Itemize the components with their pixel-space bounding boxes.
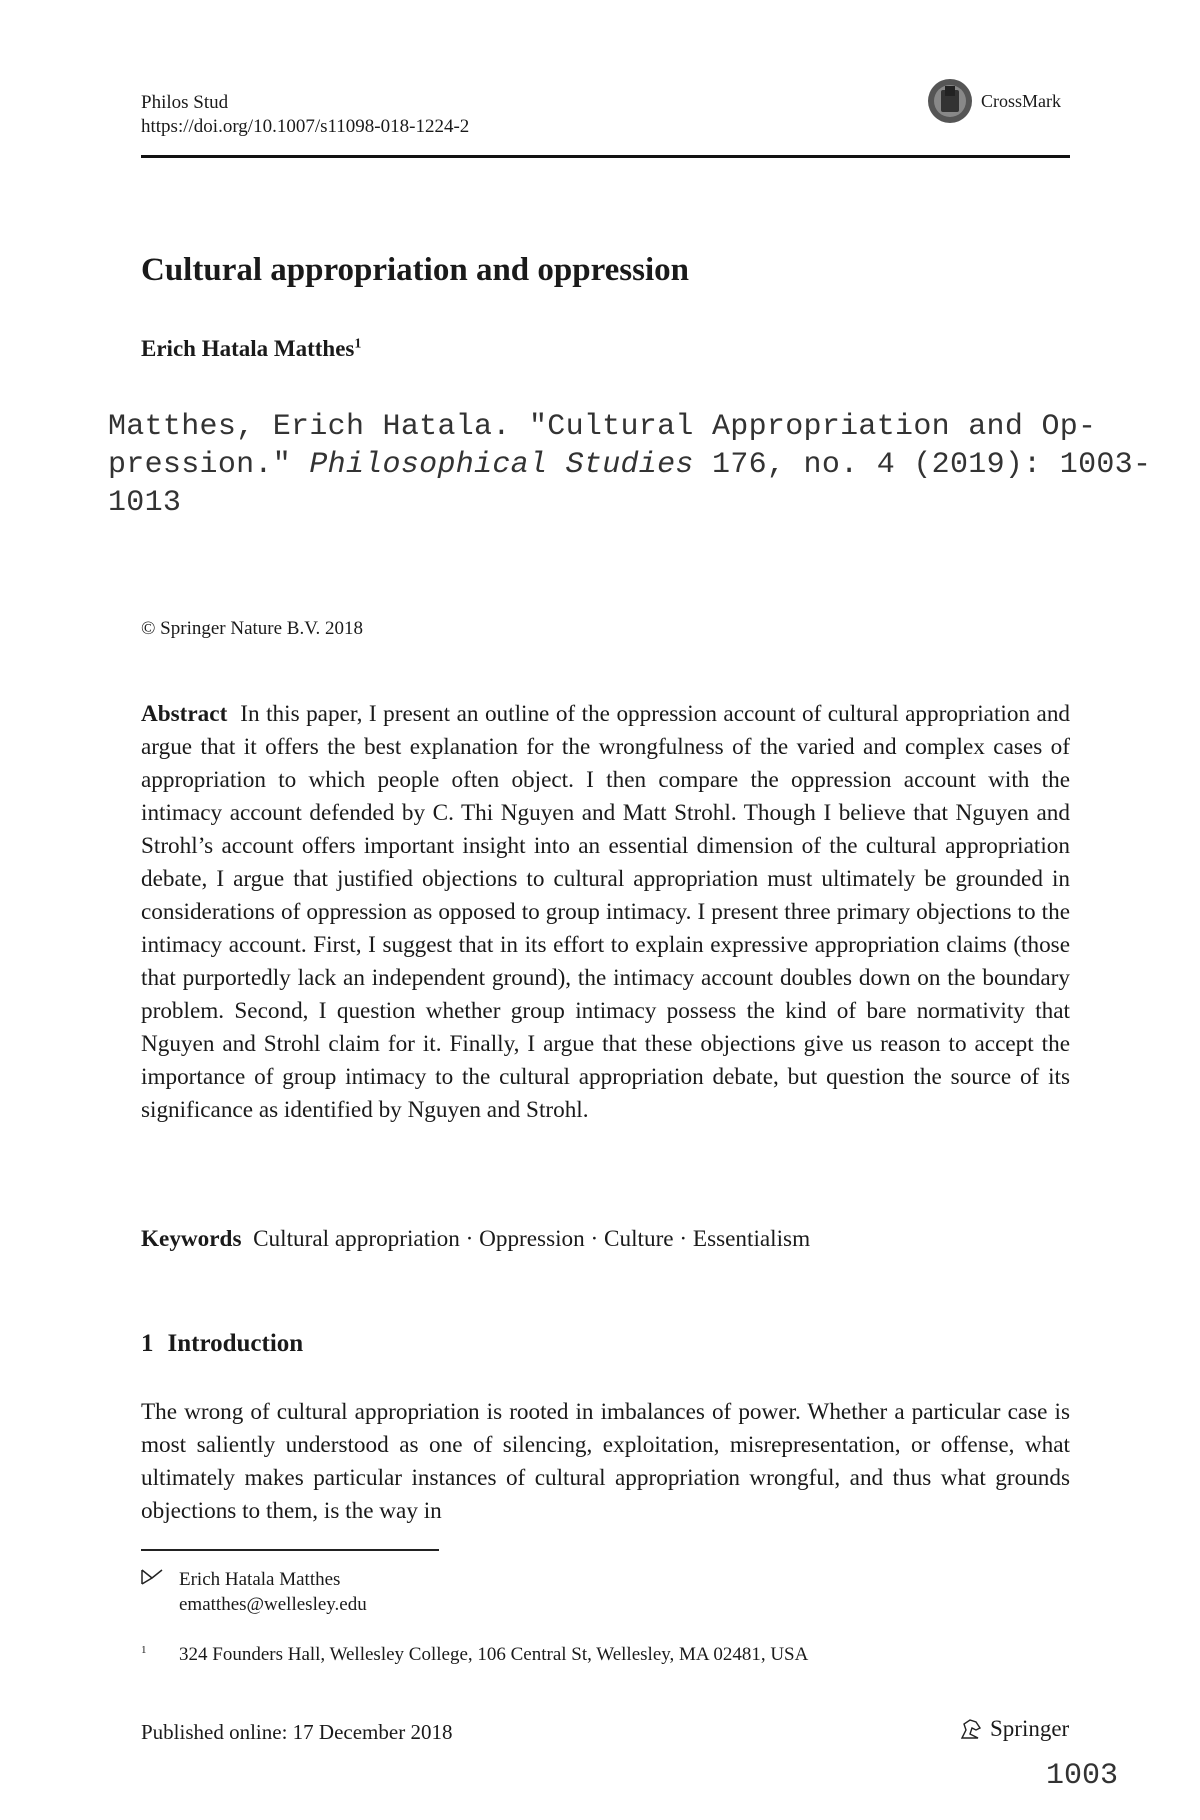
keywords-list: Cultural appropriation · Oppression · Culture · Essentialism	[253, 1226, 811, 1252]
corresponding-author-name: Erich Hatala Matthes	[179, 1569, 341, 1590]
springer-horse-icon	[958, 1716, 984, 1742]
author-name: Erich Hatala Matthes	[141, 336, 355, 361]
author-affiliation-mark: 1	[354, 336, 362, 352]
doi-link[interactable]: https://doi.org/10.1007/s11098-018-1224-2	[141, 116, 470, 137]
envelope-icon	[141, 1566, 179, 1594]
copyright-notice: © Springer Nature B.V. 2018	[141, 618, 364, 639]
publisher-name: Springer	[990, 1716, 1070, 1741]
crossmark-label: CrossMark	[981, 90, 1061, 111]
affiliation-address: 324 Founders Hall, Wellesley College, 106 Central St, Wellesley, MA 02481, USA	[179, 1644, 809, 1665]
corresponding-author	[141, 1566, 340, 1594]
paper-title: Cultural appropriation and oppression	[141, 252, 690, 288]
abstract	[141, 698, 1070, 1127]
section-heading	[141, 1330, 303, 1358]
footnote-divider	[141, 1549, 439, 1551]
section-title: Introduction	[167, 1330, 304, 1357]
intro-paragraph: The wrong of cultural appropriation is rooted in imbalances of power. Whether a particular case is most saliently understood as one of silencing, exploitation, misrepresentation, or offense, what ultimately makes particular instances of cultural appropriation wrongful, and thus what grounds objections to them, is the way in	[141, 1399, 1070, 1524]
journal-name: Philos Stud	[141, 92, 229, 113]
citation-part2: 176, no. 4 (2019): 1003-1013	[108, 448, 1152, 520]
citation-part1: Matthes, Erich Hatala. "Cultural Appropriation and Op-pression."	[108, 410, 1097, 482]
citation-note	[108, 408, 1198, 522]
abstract-text: In this paper, I present an outline of the oppression account of cultural appropriation and argue that it offers the best explanation for the wrongfulness of the varied and complex cases of appropriation to which people often object. I then compare the oppression account with the intimacy account defended by C. Thi Nguyen and Matt Strohl. Though I believe that Nguyen and Strohl’s account offers important insight into an essential dimension of the cultural appropriation debate, I argue that justified objections to cultural appropriation must ultimately be grounded in considerations of oppression as opposed to group intimacy. I present three primary objections to the intimacy account. First, I suggest that in its effort to explain expressive appropriation claims (those that purportedly lack an independent ground), the intimacy account doubles down on the boundary problem. Second, I question whether group intimacy possess the kind of bare normativity that Nguyen and Strohl claim for it. Finally, I argue that these objections give us reason to accept the importance of group intimacy to the cultural appropriation debate, but question the source of its significance as identified by Nguyen and Strohl.	[141, 701, 1071, 1123]
header-divider	[141, 155, 1070, 158]
affiliation-mark: 1	[141, 1644, 147, 1656]
section-number: 1	[141, 1330, 154, 1357]
affiliation	[141, 1644, 808, 1666]
crossmark-badge[interactable]	[927, 78, 1061, 124]
author-email[interactable]: ematthes@wellesley.edu	[179, 1594, 367, 1615]
page-number: 1003	[1046, 1759, 1119, 1793]
author-line	[141, 336, 361, 362]
keywords-label: Keywords	[141, 1226, 242, 1252]
crossmark-icon	[927, 78, 973, 124]
citation-journal: Philosophical Studies	[309, 448, 694, 482]
abstract-label: Abstract	[141, 701, 228, 727]
publisher-logo	[958, 1716, 1069, 1742]
published-date: Published online: 17 December 2018	[141, 1720, 453, 1744]
keywords	[141, 1226, 810, 1253]
